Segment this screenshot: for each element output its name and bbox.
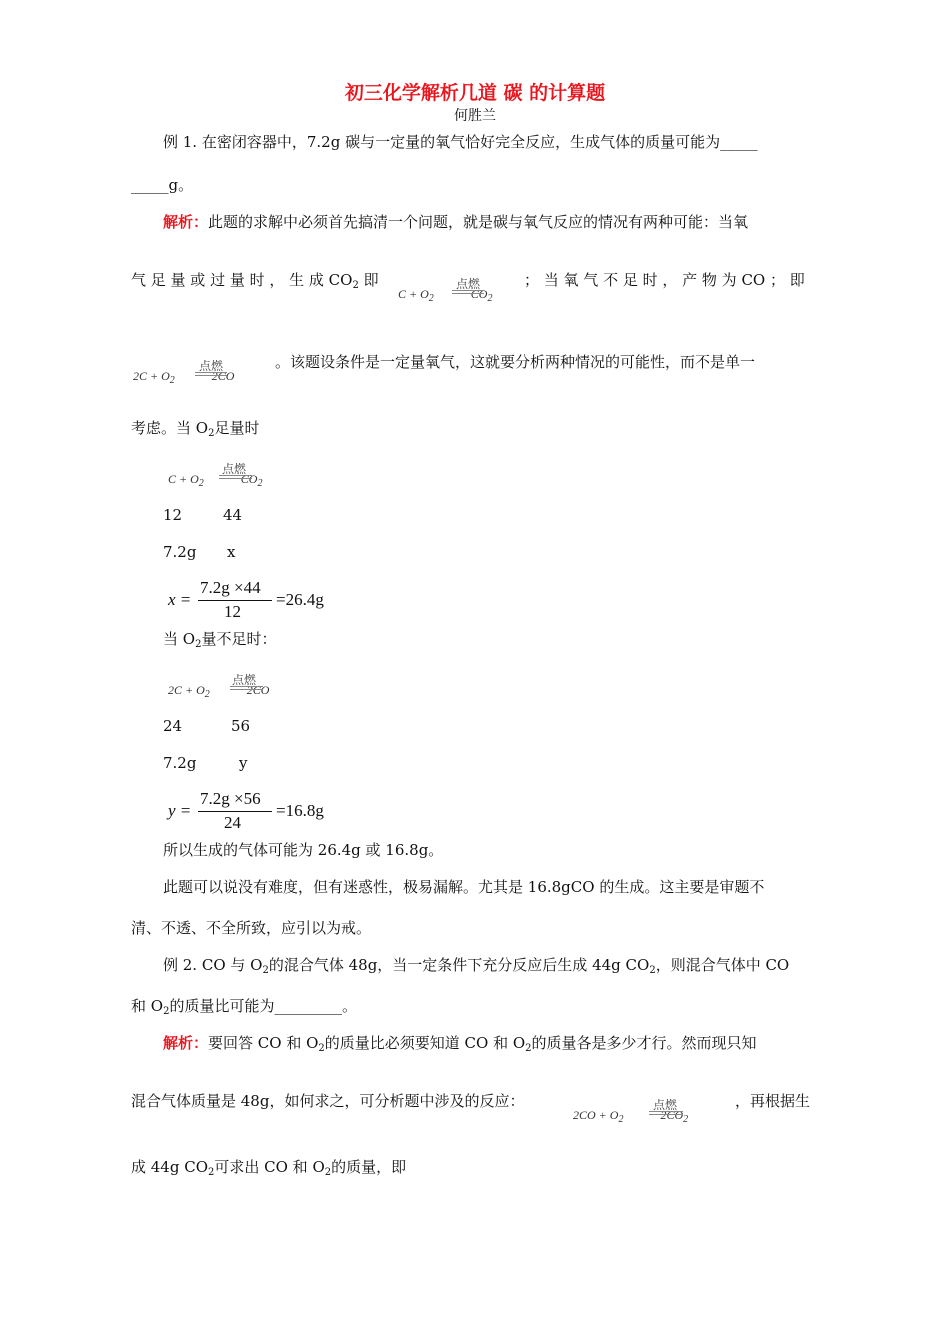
equation-2co-o2-2co2-inline: $2CO + O_2$ 点燃 $2CO_2$ — [573, 1098, 689, 1125]
analysis2-line2a: 混合气体质量是 48g，如何求之，可分析题中涉及的反应： — [131, 1092, 525, 1110]
analysis1-text1: 此题的求解中必须首先搞清一个问题，就是碳与氧气反应的情况有两种可能：当氧 — [208, 213, 749, 231]
unknown-y: y — [239, 754, 248, 772]
mass-ratio-24: 24 — [163, 717, 183, 735]
mass-ratio-44: 44 — [223, 506, 243, 524]
analysis1-line1 — [163, 212, 748, 232]
analysis2-line1: 解析：要回答 CO 和 $O_2$的质量比必须要知道 CO 和 $O_2$的质量各是多少才行。然而现只知 — [163, 1034, 757, 1054]
analysis2-line2b: ，再根据生 — [735, 1092, 811, 1110]
mass-ratio-56: 56 — [231, 717, 251, 735]
given-mass-carbon: 7.2g — [163, 543, 197, 561]
analysis2-line3: 成 44g $CO_2$可求出 CO 和 $O_2$的质量，即 — [131, 1158, 407, 1178]
example2-line2: 和 $O_2$的质量比可能为_________。 — [131, 997, 357, 1017]
remark-line2: 清、不透、不全所致，应引以为戒。 — [131, 919, 372, 937]
remark-line1: 此题可以说没有难度，但有迷惑性，极易漏解。尤其是 16.8gCO 的生成。这主要是审题不 — [163, 878, 765, 896]
document-title: 初三化学解析几道 碳 的计算题 — [344, 82, 606, 104]
conclusion: 所以生成的气体可能为 26.4g 或 16.8g。 — [163, 841, 444, 859]
example2-line1: 例 2. CO 与 $O_2$的混合气体 48g，当一定条件下充分反应后生成 44g $CO_2$，则混合气体中 CO — [163, 956, 790, 976]
mass-ratio-12: 12 — [163, 506, 183, 524]
equation-2c-o2-2co-inline: $2C + O_2$ 点燃 2CO — [133, 359, 235, 386]
analysis-label: 解析： — [163, 213, 209, 231]
analysis1-line3: 。该题设条件是一定量氧气，这就要分析两种情况的可能性，而不是单一 — [275, 353, 756, 371]
example1-line2: _____g。 — [131, 176, 194, 194]
analysis1-line2a: 气 足 量 或 过 量 时 ， 生 成 $CO_2$ 即 — [131, 271, 379, 291]
analysis-label-2: 解析： — [163, 1034, 209, 1052]
example1-line1: 例 1. 在密闭容器中，7.2g 碳与一定量的氧气恰好完全反应，生成气体的质量可能为_____ — [163, 133, 758, 151]
analysis1-line4: 考虑。当 $O_2$足量时 — [131, 419, 260, 439]
equation-c-o2-co2-inline: $C + O_2$ 点燃 $CO_2$ — [398, 277, 493, 304]
author-name: 何胜兰 — [454, 108, 496, 124]
analysis1-line2c: ； 当 氧 气 不 足 时 ， 产 物 为 CO ； 即 — [524, 271, 805, 289]
unknown-x: x — [227, 543, 236, 561]
equation-2c-o2-2co: $2C + O_2$ 点燃 2CO — [168, 673, 270, 700]
oxygen-insufficient-line: 当 $O_2$量不足时： — [163, 630, 277, 650]
document-page: 初三化学解析几道 碳 的计算题 何胜兰 例 1. 在密闭容器中，7.2g 碳与一定量的氧气恰好完全反应，生成气体的质量可能为_____ _____g。 解析：此题的求解中必须首先搞清一个问题，就是碳与氧气反应的情况有两种可能：当氧 气 足 量 或 过 量 时 ， 生 成 $CO_2$ 即 $C + O_2$ 点燃 $CO_2$ ； 当 氧 气 不 足 时 ， 产 物 为 CO ； 即 $2C + O_2$ 点燃 2CO 。该题设条件是一定量氧气，这就要分析两种情况的可能性，而不是单一 考虑。当 $O_2$足量时 $C + O_2$ 点燃 $CO_2$ 12 44 7.2g x x = 7.2g ×44 12 =26.4g 当 $O_2$量不足时： $2C + O_2$ 点燃 2CO 24 56 7.2g y y = 7.2g ×56 24 =16.8g 所以生成的气体可能为 26.4g 或 16.8g。 此题可以说没有难度，但有迷惑性，极易漏解。尤其是 16.8gCO 的生成。这主要是审题不 清、不透、不全所致，应引以为戒。 例 2. CO 与 $O_2$的混合气体 48g，当一定条件下充分反应后生成 44g $CO_2$，则混合气体中 CO 和 $O_2$的质量比可能为_________。 解析：要回答 CO 和 $O_2$的质量比必须要知道 CO 和 $O_2$的质量各是多少才行。然而现只知 混合气体质量是 48g，如何求之，可分析题中涉及的反应： $2CO + O_2$ 点燃 $2CO_2$ ，再根据生 成 44g $CO_2$可求出 CO 和 $O_2$的质量，即 — [0, 0, 950, 1344]
given-mass-carbon-2: 7.2g — [163, 754, 197, 772]
equation-c-o2-co2: $C + O_2$ 点燃 $CO_2$ — [168, 462, 263, 489]
